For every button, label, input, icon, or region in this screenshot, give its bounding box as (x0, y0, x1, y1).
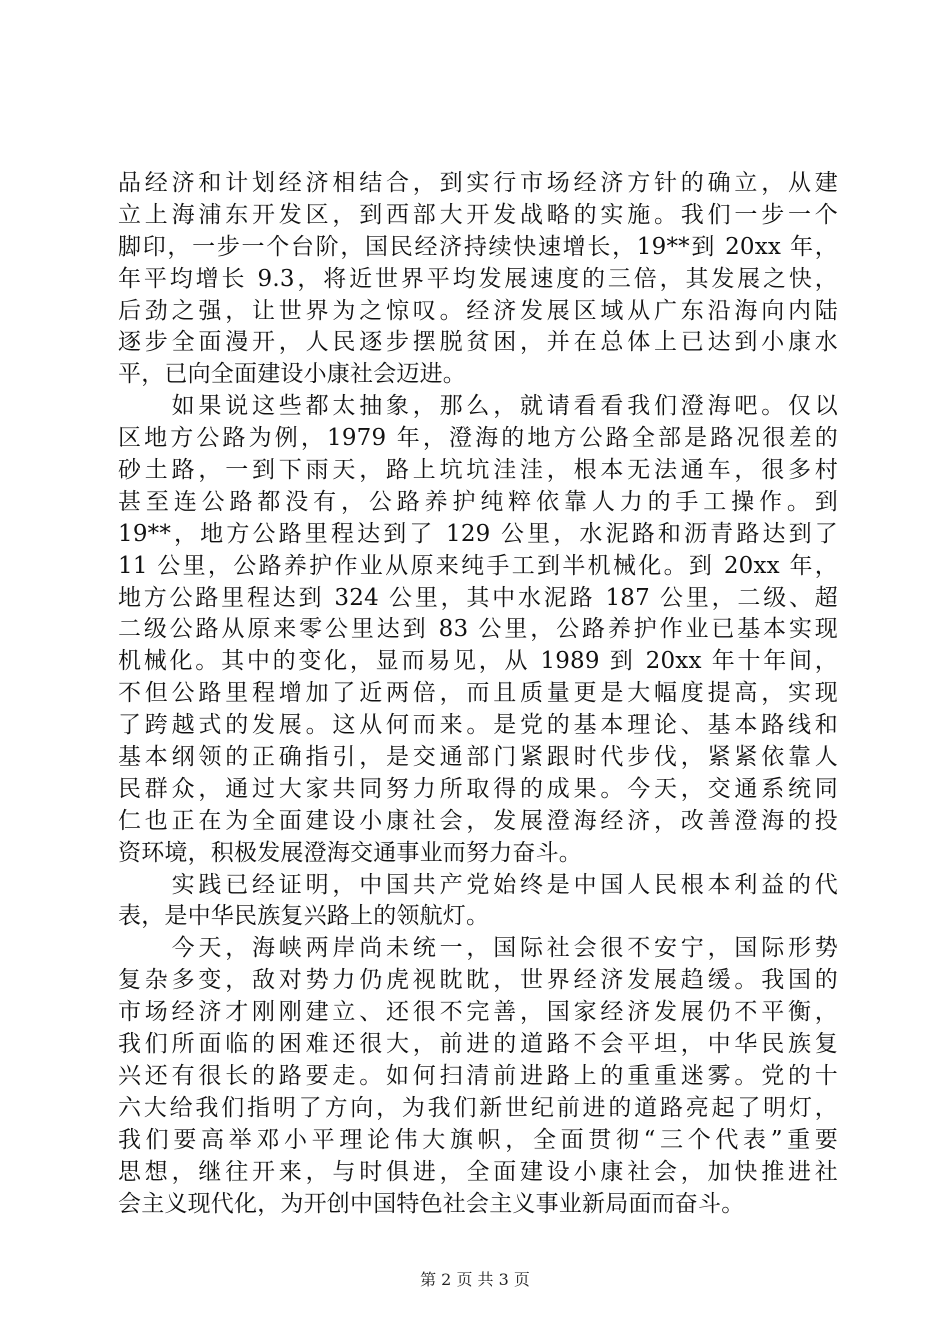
text-line: 今天，海峡两岸尚未统一，国际社会很不安宁，国际形势 (118, 935, 838, 962)
text-line: 平，已向全面建设小康社会迈进。 (118, 361, 466, 388)
text-line: 表，是中华民族复兴路上的领航灯。 (118, 903, 490, 930)
text-line: 仁也正在为全面建设小康社会，发展澄海经济，改善澄海的投 (118, 807, 838, 834)
text-line: 11 公里，公路养护作业从原来纯手工到半机械化。到 20xx 年， (118, 552, 838, 579)
page-number-footer: 第 2 页 共 3 页 (420, 1270, 530, 1289)
text-line: 市场经济才刚刚建立、还很不完善，国家经济发展仍不平衡， (118, 999, 838, 1026)
text-line: 基本纲领的正确指引，是交通部门紧跟时代步伐，紧紧依靠人 (118, 744, 838, 771)
text-line: 会主义现代化，为开创中国特色社会主义事业新局面而奋斗。 (118, 1190, 745, 1217)
text-line: 实践已经证明，中国共产党始终是中国人民根本利益的代 (118, 871, 838, 898)
body-text (118, 168, 838, 1220)
text-line: 机械化。其中的变化，显而易见，从 1989 到 20xx 年十年间， (118, 648, 838, 675)
text-line: 19**，地方公路里程达到了 129 公里，水泥路和沥青路达到了 (118, 520, 838, 547)
text-line: 二级公路从原来零公里达到 83 公里，公路养护作业已基本实现 (118, 616, 838, 643)
text-line: 品经济和计划经济相结合，到实行市场经济方针的确立，从建 (118, 170, 838, 196)
text-line: 复杂多变，敌对势力仍虎视眈眈，世界经济发展趋缓。我国的 (118, 967, 838, 994)
text-line: 区地方公路为例，1979 年，澄海的地方公路全部是路况很差的 (118, 425, 838, 452)
text-line: 地方公路里程达到 324 公里，其中水泥路 187 公里，二级、超 (118, 584, 838, 611)
text-line: 资环境，积极发展澄海交通事业而努力奋斗。 (118, 839, 582, 866)
text-line: 民群众，通过大家共同努力所取得的成果。今天，交通系统同 (118, 775, 838, 802)
text-line: 甚至连公路都没有，公路养护纯粹依靠人力的手工操作。到 (118, 488, 838, 515)
text-line: 兴还有很长的路要走。如何扫清前进路上的重重迷雾。党的十 (118, 1062, 838, 1089)
text-line: 年平均增长 9.3，将近世界平均发展速度的三倍，其发展之快， (118, 265, 838, 292)
text-line: 不但公路里程增加了近两倍，而且质量更是大幅度提高，实现 (118, 680, 838, 707)
text-line: 立上海浦东开发区，到西部大开发战略的实施。我们一步一个 (118, 201, 838, 228)
text-line: 我们要高举邓小平理论伟大旗帜，全面贯彻“三个代表”重要 (118, 1126, 838, 1153)
text-line: 后劲之强，让世界为之惊叹。经济发展区域从广东沿海向内陆 (118, 297, 838, 324)
text-line: 脚印，一步一个台阶，国民经济持续快速增长，19**到 20xx 年， (118, 233, 838, 260)
text-line: 如果说这些都太抽象，那么，就请看看我们澄海吧。仅以 (118, 393, 838, 420)
text-line: 我们所面临的困难还很大，前进的道路不会平坦，中华民族复 (118, 1031, 838, 1058)
text-line: 思想，继往开来，与时俱进，全面建设小康社会，加快推进社 (118, 1158, 838, 1185)
text-line: 六大给我们指明了方向，为我们新世纪前进的道路亮起了明灯， (118, 1094, 838, 1121)
text-line: 了跨越式的发展。这从何而来。是党的基本理论、基本路线和 (118, 712, 838, 739)
text-line: 逐步全面漫开，人民逐步摆脱贫困，并在总体上已达到小康水 (118, 329, 838, 356)
text-line: 砂土路，一到下雨天，路上坑坑洼洼，根本无法通车，很多村 (118, 457, 838, 484)
